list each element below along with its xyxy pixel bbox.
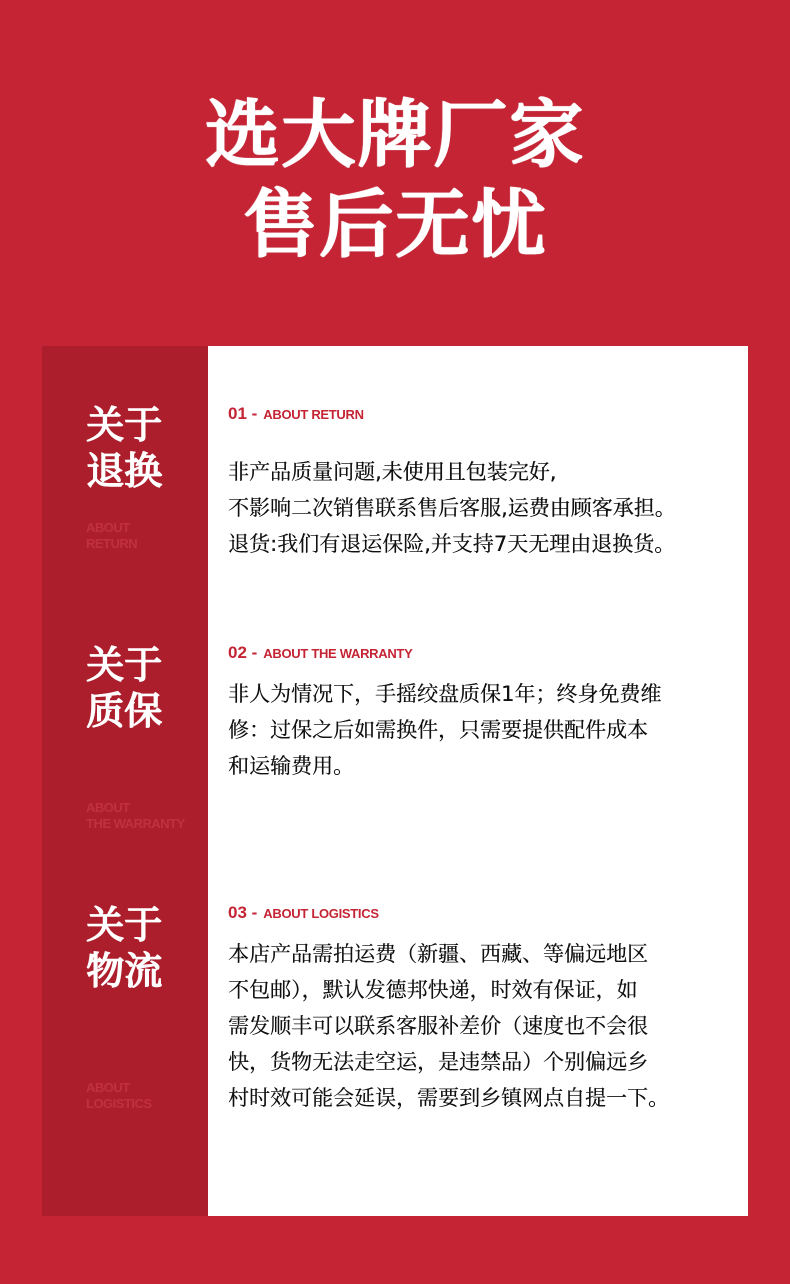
section-body-return — [228, 454, 738, 562]
side-en-warranty — [86, 800, 185, 832]
side-en-line: ABOUT — [86, 800, 130, 815]
side-title-line: 退换 — [86, 449, 163, 493]
side-en-return — [86, 520, 137, 552]
body-line: 退货:我们有退运保险,并支持7天无理由退换货。 — [228, 532, 676, 556]
body-line: 本店产品需拍运费（新疆、西藏、等偏远地区 — [228, 942, 648, 966]
side-title-logistics — [86, 902, 162, 994]
body-line: 和运输费用。 — [228, 754, 354, 778]
side-en-line: ABOUT — [86, 520, 130, 535]
section-label: ABOUT RETURN — [263, 407, 364, 422]
section-body-logistics — [228, 936, 738, 1116]
side-en-line: THE WARRANTY — [86, 816, 185, 831]
section-body-warranty — [228, 676, 738, 784]
body-line: 快，货物无法走空运，是违禁品）个别偏远乡 — [228, 1050, 648, 1074]
side-en-line: RETURN — [86, 536, 138, 551]
page-title — [0, 90, 790, 270]
service-panel — [42, 346, 748, 1216]
side-title-line: 质保 — [86, 689, 163, 733]
section-heading-return — [228, 404, 364, 424]
body-line: 修：过保之后如需换件，只需要提供配件成本 — [228, 718, 648, 742]
body-line: 不包邮），默认发德邦快递，时效有保证，如 — [228, 978, 638, 1002]
body-line: 需发顺丰可以联系客服补差价（速度也不会很 — [228, 1014, 648, 1038]
side-en-line: LOGISTICS — [86, 1096, 152, 1111]
side-title-line: 关于 — [86, 903, 163, 947]
content-area — [208, 346, 748, 1216]
body-line: 非产品质量问题,未使用且包装完好, — [228, 460, 557, 484]
section-number: 02 - — [228, 643, 258, 662]
section-number: 01 - — [228, 404, 258, 423]
side-title-line: 物流 — [86, 949, 163, 993]
section-label: ABOUT LOGISTICS — [263, 906, 379, 921]
side-en-logistics — [86, 1080, 152, 1112]
title-line-2: 售后无忧 — [243, 182, 547, 268]
side-en-line: ABOUT — [86, 1080, 130, 1095]
body-line: 不影响二次销售联系售后客服,运费由顾客承担。 — [228, 496, 676, 520]
sidebar — [42, 346, 208, 1216]
side-title-warranty — [86, 642, 162, 734]
side-title-line: 关于 — [86, 403, 163, 447]
body-line: 村时效可能会延误，需要到乡镇网点自提一下。 — [228, 1086, 669, 1110]
section-label: ABOUT THE WARRANTY — [263, 646, 413, 661]
section-number: 03 - — [228, 903, 258, 922]
title-line-1: 选大牌厂家 — [205, 92, 585, 178]
section-heading-logistics — [228, 903, 379, 923]
section-heading-warranty — [228, 643, 412, 663]
side-title-return — [86, 402, 162, 494]
side-title-line: 关于 — [86, 643, 163, 687]
body-line: 非人为情况下，手摇绞盘质保1年；终身免费维 — [228, 682, 662, 706]
